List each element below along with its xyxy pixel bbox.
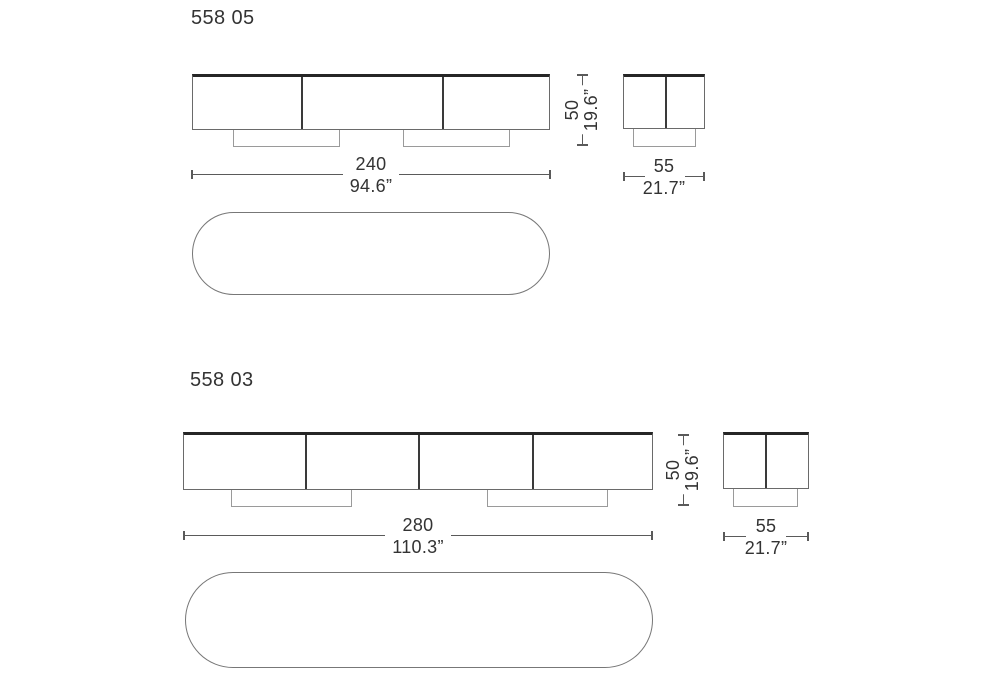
plinth-base (487, 490, 608, 507)
door-divider (418, 435, 420, 489)
door-divider (665, 77, 667, 128)
door-divider (305, 435, 307, 489)
height-label (664, 446, 702, 495)
height-label-cm: 50 (663, 459, 683, 481)
width-label-inch: 110.3” (392, 537, 444, 557)
plinth-base (231, 490, 352, 507)
model-title: 558 05 (191, 7, 255, 29)
height-label-inch: 19.6” (682, 448, 702, 492)
width-label-cm: 280 (402, 515, 434, 535)
plan-top-view (185, 572, 653, 668)
plinth-base (233, 130, 340, 147)
width-label-cm: 240 (355, 154, 387, 174)
dimension-tick (577, 144, 588, 146)
height-label-inch: 19.6” (581, 88, 601, 132)
door-divider (301, 77, 303, 129)
door-divider (765, 435, 767, 488)
dimension-tick (183, 531, 185, 540)
height-label (563, 86, 601, 135)
width-label-inch: 94.6” (349, 176, 393, 196)
depth-label-cm: 55 (653, 156, 675, 176)
dimension-tick (651, 531, 653, 540)
dimension-tick (678, 434, 689, 436)
dimension-tick (549, 170, 551, 179)
model-title: 558 03 (190, 369, 254, 391)
dimension-tick (577, 74, 588, 76)
dimension-tick (678, 504, 689, 506)
depth-label-cm: 55 (755, 516, 777, 536)
plinth-base (733, 489, 798, 507)
height-label-cm: 50 (562, 99, 582, 121)
door-divider (532, 435, 534, 489)
depth-label-inch: 21.7” (744, 538, 788, 558)
plinth-base (403, 130, 510, 147)
door-divider (442, 77, 444, 129)
side-elevation-view (623, 74, 705, 129)
plan-top-view (192, 212, 550, 295)
front-elevation-view (192, 74, 550, 130)
plinth-base (633, 129, 696, 147)
depth-label-inch: 21.7” (642, 178, 686, 198)
dimension-tick (191, 170, 193, 179)
